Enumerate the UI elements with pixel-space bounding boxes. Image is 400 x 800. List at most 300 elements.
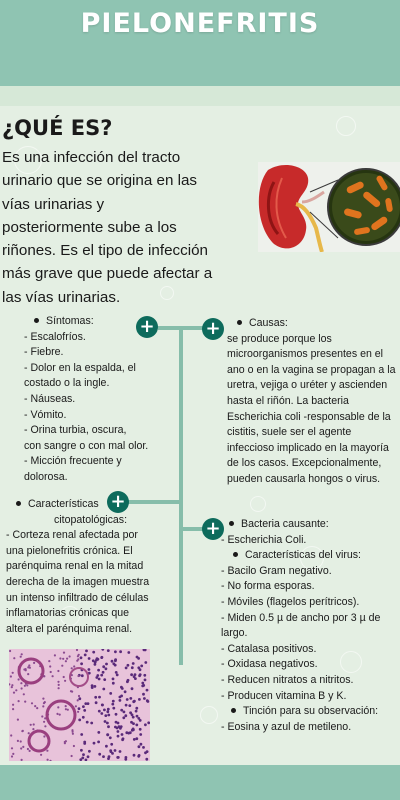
timeline-line <box>179 328 183 665</box>
tissue-cell <box>143 674 146 677</box>
tissue-cell <box>88 657 91 660</box>
tissue-cell <box>86 721 89 724</box>
tissue-cell <box>77 655 79 657</box>
tissue-cell <box>107 708 110 711</box>
tissue-cell <box>81 757 84 760</box>
tissue-cell <box>80 662 83 665</box>
tissue-cell <box>138 698 141 701</box>
tissue-cell <box>33 723 35 725</box>
tissue-cell <box>78 707 81 710</box>
bacteria-section <box>221 517 380 735</box>
tissue-cell <box>97 731 100 734</box>
tissue-cell <box>110 743 113 746</box>
tissue-cell <box>117 735 120 738</box>
tissue-cell <box>135 710 138 713</box>
intro-line: posteriormente sube a los <box>2 218 177 236</box>
tissue-cell <box>98 696 101 699</box>
bacteria-heading-text: Bacteria causante: <box>241 518 329 530</box>
tissue-cell <box>13 692 15 694</box>
tissue-cell <box>100 674 103 677</box>
tissue-cell <box>109 736 112 739</box>
tissue-cell <box>29 750 31 752</box>
intro-line: Es una infección del tracto <box>2 149 181 166</box>
tissue-cell <box>112 682 115 685</box>
tissue-cell <box>100 712 103 715</box>
tissue-cell <box>13 657 15 659</box>
bacteria-line: - No forma esporas. <box>221 580 315 593</box>
bullet-icon <box>34 318 39 323</box>
tissue-cell <box>43 702 45 704</box>
tissue-cell <box>10 734 12 736</box>
tissue-cell <box>57 706 59 708</box>
tissue-cell <box>17 719 19 721</box>
causas-line: se produce porque los <box>227 332 332 345</box>
tissue-cell <box>57 670 59 672</box>
citopatologicas-line: parénquima renal en la mitad <box>6 560 144 573</box>
tissue-cell <box>132 728 135 731</box>
virus-heading <box>221 548 380 564</box>
tissue-cell <box>42 705 44 707</box>
sintomas-line: - Orina turbia, oscura, <box>24 424 127 437</box>
bacteria-line: - Reducen nitratos a nitritos. <box>221 673 354 686</box>
sintomas-heading-text: Síntomas: <box>46 315 94 327</box>
tissue-cell <box>133 700 136 703</box>
tissue-cell <box>71 729 73 731</box>
tissue-cell <box>112 678 115 681</box>
tissue-cell <box>123 711 126 714</box>
tissue-cell <box>31 702 33 704</box>
tissue-cell <box>71 667 73 669</box>
tissue-cell <box>128 704 131 707</box>
top-band <box>0 86 400 106</box>
tissue-cell <box>127 664 130 667</box>
tissue-micrograph <box>9 649 150 761</box>
tissue-cell <box>56 713 58 715</box>
tissue-cell <box>65 740 67 742</box>
header-banner <box>0 0 400 86</box>
tissue-cell <box>92 659 95 662</box>
tissue-cell <box>24 685 26 687</box>
tissue-cell <box>34 705 36 707</box>
tissue-cell <box>107 649 110 652</box>
tissue-cell <box>12 672 14 674</box>
tissue-cell <box>101 656 104 659</box>
tissue-cell <box>67 709 69 711</box>
intro-line: las vías urinarias. <box>2 288 121 306</box>
causas-heading-text: Causas: <box>249 317 288 329</box>
tissue-cell <box>58 687 60 689</box>
tissue-cell <box>105 667 108 670</box>
tissue-cell <box>129 697 132 700</box>
bacteria-line: - Móviles (flagelos perítricos). <box>221 595 360 608</box>
tissue-cell <box>133 738 136 741</box>
tissue-cell <box>132 716 135 719</box>
tissue-cell <box>94 685 97 688</box>
tissue-cell <box>106 733 109 736</box>
tissue-cell <box>139 733 142 736</box>
citopatologicas-line: altera el parénquima renal. <box>6 622 133 635</box>
tissue-cell <box>133 754 136 757</box>
tissue-cell <box>64 742 66 744</box>
causas-line: uretra, vejiga o uréter y ascienden <box>227 379 388 392</box>
citopatologicas-line: inflamatorias crónicas que <box>6 607 130 620</box>
plus-icon[interactable]: + <box>202 518 224 540</box>
tissue-cell <box>15 689 17 691</box>
tissue-cell <box>90 722 93 725</box>
citopatologicas-heading-text: Características <box>28 498 99 510</box>
tissue-cell <box>125 704 128 707</box>
tissue-cell <box>75 705 77 707</box>
kidney-bacteria-illustration <box>258 162 400 252</box>
tissue-cell <box>83 709 86 712</box>
citopatologicas-line: un intenso infiltrado de células <box>6 591 149 604</box>
tissue-cell <box>102 688 105 691</box>
tissue-cell <box>102 671 105 674</box>
tissue-cell <box>130 673 133 676</box>
tissue-cell <box>88 750 91 753</box>
intro-line: más grave que puede afectar a <box>2 265 213 283</box>
tissue-cell <box>64 680 66 682</box>
tissue-cell <box>131 666 134 669</box>
tissue-cell <box>133 675 136 678</box>
citopatologicas-line: - Corteza renal afectada por <box>6 529 138 542</box>
tissue-cell <box>28 664 30 666</box>
causas-section <box>227 316 395 488</box>
tissue-cell <box>145 758 148 761</box>
tissue-cell <box>126 698 129 701</box>
sintomas-line: - Vómito. <box>24 408 67 421</box>
bullet-icon <box>231 708 236 713</box>
tissue-cell <box>135 724 138 727</box>
tissue-cell <box>111 660 114 663</box>
tissue-cell <box>52 675 54 677</box>
tissue-cell <box>80 656 83 659</box>
tissue-cell <box>46 750 48 752</box>
tissue-cell <box>32 728 34 730</box>
tissue-cell <box>132 662 135 665</box>
tissue-cell <box>98 710 101 713</box>
tissue-cell <box>85 650 88 653</box>
tissue-cell <box>22 730 24 732</box>
tissue-cell <box>78 695 80 697</box>
tissue-cell <box>18 700 20 702</box>
tissue-cell <box>124 690 127 693</box>
tissue-cell <box>96 674 99 677</box>
tissue-cell <box>97 741 100 744</box>
tissue-cell <box>40 754 42 756</box>
sintomas-line: dolorosa. <box>24 470 68 483</box>
tissue-cell <box>27 748 29 750</box>
tissue-cell <box>147 700 150 703</box>
tissue-cell <box>54 654 56 656</box>
plus-icon[interactable]: + <box>107 491 129 513</box>
tissue-cell <box>125 756 128 759</box>
tissue-cell <box>23 693 25 695</box>
tissue-cell <box>66 658 68 660</box>
tissue-cell <box>143 697 146 700</box>
sintomas-line: - Escalofríos. <box>24 330 86 343</box>
tissue-cell <box>119 650 122 653</box>
tissue-cell <box>20 656 22 658</box>
causas-line: microorganismos presentes en el <box>227 348 384 361</box>
tissue-cell <box>20 740 22 742</box>
tissue-cell <box>103 678 106 681</box>
causas-line: pueden causarla hongos o virus. <box>227 472 381 485</box>
tissue-cell <box>11 755 13 757</box>
tissue-cell <box>144 679 147 682</box>
decor-bubble <box>250 496 266 512</box>
tissue-cell <box>81 674 84 677</box>
tissue-cell <box>44 725 46 727</box>
tissue-cell <box>80 749 83 752</box>
tissue-cell <box>82 716 85 719</box>
tissue-cell <box>76 660 78 662</box>
tissue-cell <box>135 707 138 710</box>
tissue-cell <box>20 747 22 749</box>
bacteria-heading <box>221 517 380 533</box>
tissue-cell <box>82 753 85 756</box>
citopatologicas-line: una pielonefritis crónica. El <box>6 544 133 557</box>
tissue-cell <box>103 709 106 712</box>
tissue-cell <box>142 693 145 696</box>
bacteria-line: - Oxidasa negativos. <box>221 658 318 671</box>
tissue-cell <box>41 715 43 717</box>
sintomas-section <box>24 314 148 486</box>
tissue-cell <box>116 727 119 730</box>
page-title: PIELONEFRITIS <box>80 8 320 39</box>
tissue-cell <box>129 711 132 714</box>
sintomas-line: - Dolor en la espalda, el <box>24 361 136 374</box>
tissue-cell <box>115 671 118 674</box>
tissue-cell <box>104 720 107 723</box>
tissue-cell <box>131 687 134 690</box>
tissue-cell <box>107 757 110 760</box>
tissue-cell <box>20 682 22 684</box>
tissue-cell <box>78 719 81 722</box>
tissue-cell <box>63 676 65 678</box>
tissue-cell <box>58 684 60 686</box>
tissue-cell <box>117 730 120 733</box>
tissue-cell <box>59 657 61 659</box>
tissue-cell <box>87 755 90 758</box>
tissue-cell <box>48 660 50 662</box>
tissue-cell <box>94 696 97 699</box>
tissue-cell <box>105 745 108 748</box>
causas-line: Escherichia coli -responsable de la <box>227 410 391 423</box>
tissue-cell <box>65 708 67 710</box>
stain-line: - Eosina y azul de metileno. <box>221 720 352 733</box>
bullet-icon <box>229 521 234 526</box>
tissue-cell <box>21 687 23 689</box>
tissue-cell <box>104 714 107 717</box>
tissue-cell <box>109 749 112 752</box>
tissue-cell <box>12 704 14 706</box>
tissue-cell <box>119 699 122 702</box>
causas-line: infeccioso implicado en la mayoría <box>227 441 389 454</box>
tissue-cell <box>43 735 45 737</box>
tissue-cell <box>146 750 149 753</box>
tissue-cell <box>11 684 13 686</box>
citopatologicas-heading <box>6 497 149 513</box>
tissue-cell <box>120 725 123 728</box>
tissue-cell <box>111 703 114 706</box>
tissue-cell <box>144 661 147 664</box>
tissue-cell <box>47 759 49 761</box>
stain-heading <box>221 704 380 720</box>
tissue-cell <box>117 756 120 759</box>
tissue-cell <box>132 722 135 725</box>
tissue-cell <box>142 746 145 749</box>
tissue-cell <box>117 722 120 725</box>
bullet-icon <box>233 552 238 557</box>
tissue-cell <box>115 713 118 716</box>
tissue-cell <box>30 724 32 726</box>
section-title-que-es: ¿QUÉ ES? <box>2 116 113 140</box>
tissue-cell <box>80 733 83 736</box>
tissue-cell <box>61 665 63 667</box>
tissue-cell <box>137 657 140 660</box>
tissue-cell <box>27 673 29 675</box>
tissue-cell <box>102 755 105 758</box>
tissue-cell <box>93 742 96 745</box>
tissue-cell <box>125 667 128 670</box>
tissue-cell <box>17 740 19 742</box>
tissue-cell <box>95 701 98 704</box>
intro-text <box>2 146 252 309</box>
tissue-cell <box>141 682 144 685</box>
tissue-cell <box>22 746 24 748</box>
tissue-cell <box>88 668 91 671</box>
tissue-cell <box>36 707 38 709</box>
tissue-cell <box>144 723 147 726</box>
tissue-cell <box>135 737 138 740</box>
plus-icon[interactable]: + <box>136 316 158 338</box>
tissue-cell <box>98 678 101 681</box>
tissue-cell <box>83 742 86 745</box>
tissue-cell <box>105 663 108 666</box>
tissue-cell <box>122 716 125 719</box>
tissue-cell <box>71 755 73 757</box>
intro-line: urinario que se origina en las <box>2 172 198 190</box>
tissue-cell <box>114 664 117 667</box>
bacteria-line: - Catalasa positivos. <box>221 642 317 655</box>
tissue-cell <box>29 667 31 669</box>
tissue-cell <box>84 702 87 705</box>
tissue-cell <box>139 728 142 731</box>
tissue-cell <box>120 709 123 712</box>
tissue-cell <box>11 686 13 688</box>
tissue-cell <box>121 738 124 741</box>
citopatologicas-line: derecha de la imagen muestra <box>6 575 150 588</box>
bacteria-line: - Miden 0.5 µ de ancho por 3 µ de <box>221 611 381 624</box>
tissue-cell <box>127 679 130 682</box>
citopatologicas-heading-cont: citopatológicas: <box>54 513 128 526</box>
tissue-cell <box>114 650 117 653</box>
tissue-cell <box>97 658 100 661</box>
tissue-cell <box>139 668 142 671</box>
tissue-cell <box>21 759 23 761</box>
tissue-cell <box>136 715 139 718</box>
sintomas-line: con sangre o con mal olor. <box>24 439 149 452</box>
tissue-cell <box>140 665 143 668</box>
tissue-cell <box>139 673 142 676</box>
bacteria-line: largo. <box>221 627 248 640</box>
bullet-icon <box>237 320 242 325</box>
tissue-cell <box>119 750 122 753</box>
tissue-cell <box>24 701 26 703</box>
tissue-cell <box>12 753 14 755</box>
intro-line: vías urinarias y <box>2 195 105 213</box>
tissue-cell <box>116 674 119 677</box>
tissue-cell <box>18 678 20 680</box>
tissue-cell <box>28 732 30 734</box>
decor-bubble <box>200 706 218 724</box>
sintomas-line: - Micción frecuente y <box>24 455 122 468</box>
tissue-cell <box>73 745 75 747</box>
tissue-cell <box>121 733 124 736</box>
tissue-cell <box>92 651 95 654</box>
citopatologicas-section <box>6 497 149 637</box>
tissue-cell <box>107 714 110 717</box>
sintomas-heading <box>24 314 148 330</box>
causas-line: de los casos. Excepcionalmente, <box>227 457 382 470</box>
tissue-cell <box>65 705 67 707</box>
tissue-cell <box>98 753 101 756</box>
tissue-cell <box>50 671 52 673</box>
tissue-cell <box>114 749 117 752</box>
tissue-cell <box>65 660 67 662</box>
decor-bubble <box>336 116 356 136</box>
tissue-cell <box>62 658 64 660</box>
plus-icon[interactable]: + <box>202 318 224 340</box>
tissue-cell <box>112 707 115 710</box>
tissue-cell <box>49 665 51 667</box>
intro-line: riñones. Es el tipo de infección <box>2 242 208 260</box>
tissue-cell <box>97 669 100 672</box>
tissue-cell <box>139 719 142 722</box>
sintomas-line: - Fiebre. <box>24 346 64 359</box>
tissue-cell <box>147 721 150 724</box>
tissue-cell <box>127 651 130 654</box>
causas-line: cistitis, suele ser el agente <box>227 426 352 439</box>
tissue-cell <box>84 654 87 657</box>
tissue-cell <box>23 668 25 670</box>
tissue-cell <box>94 663 97 666</box>
tissue-cell <box>106 710 109 713</box>
tissue-cell <box>57 681 59 683</box>
tissue-cell <box>125 731 128 734</box>
tissue-cell <box>141 685 144 688</box>
tissue-cell <box>63 652 65 654</box>
tissue-cell <box>11 747 13 749</box>
tissue-cell <box>106 722 109 725</box>
tissue-cell <box>120 695 123 698</box>
bacteria-line: - Producen vitamina B y K. <box>221 689 347 702</box>
tissue-cell <box>114 659 117 662</box>
footer-bar <box>0 765 400 800</box>
tissue-cell <box>71 691 73 693</box>
bacteria-line: - Bacilo Gram negativo. <box>221 564 332 577</box>
tissue-cell <box>124 714 127 717</box>
tissue-cell <box>43 721 45 723</box>
tissue-cell <box>76 649 78 651</box>
tissue-cell <box>138 745 141 748</box>
tissue-cell <box>77 699 79 701</box>
tissue-cell <box>107 725 110 728</box>
tissue-cell <box>42 698 44 700</box>
tissue-cell <box>10 675 12 677</box>
tissue-cell <box>77 675 79 677</box>
